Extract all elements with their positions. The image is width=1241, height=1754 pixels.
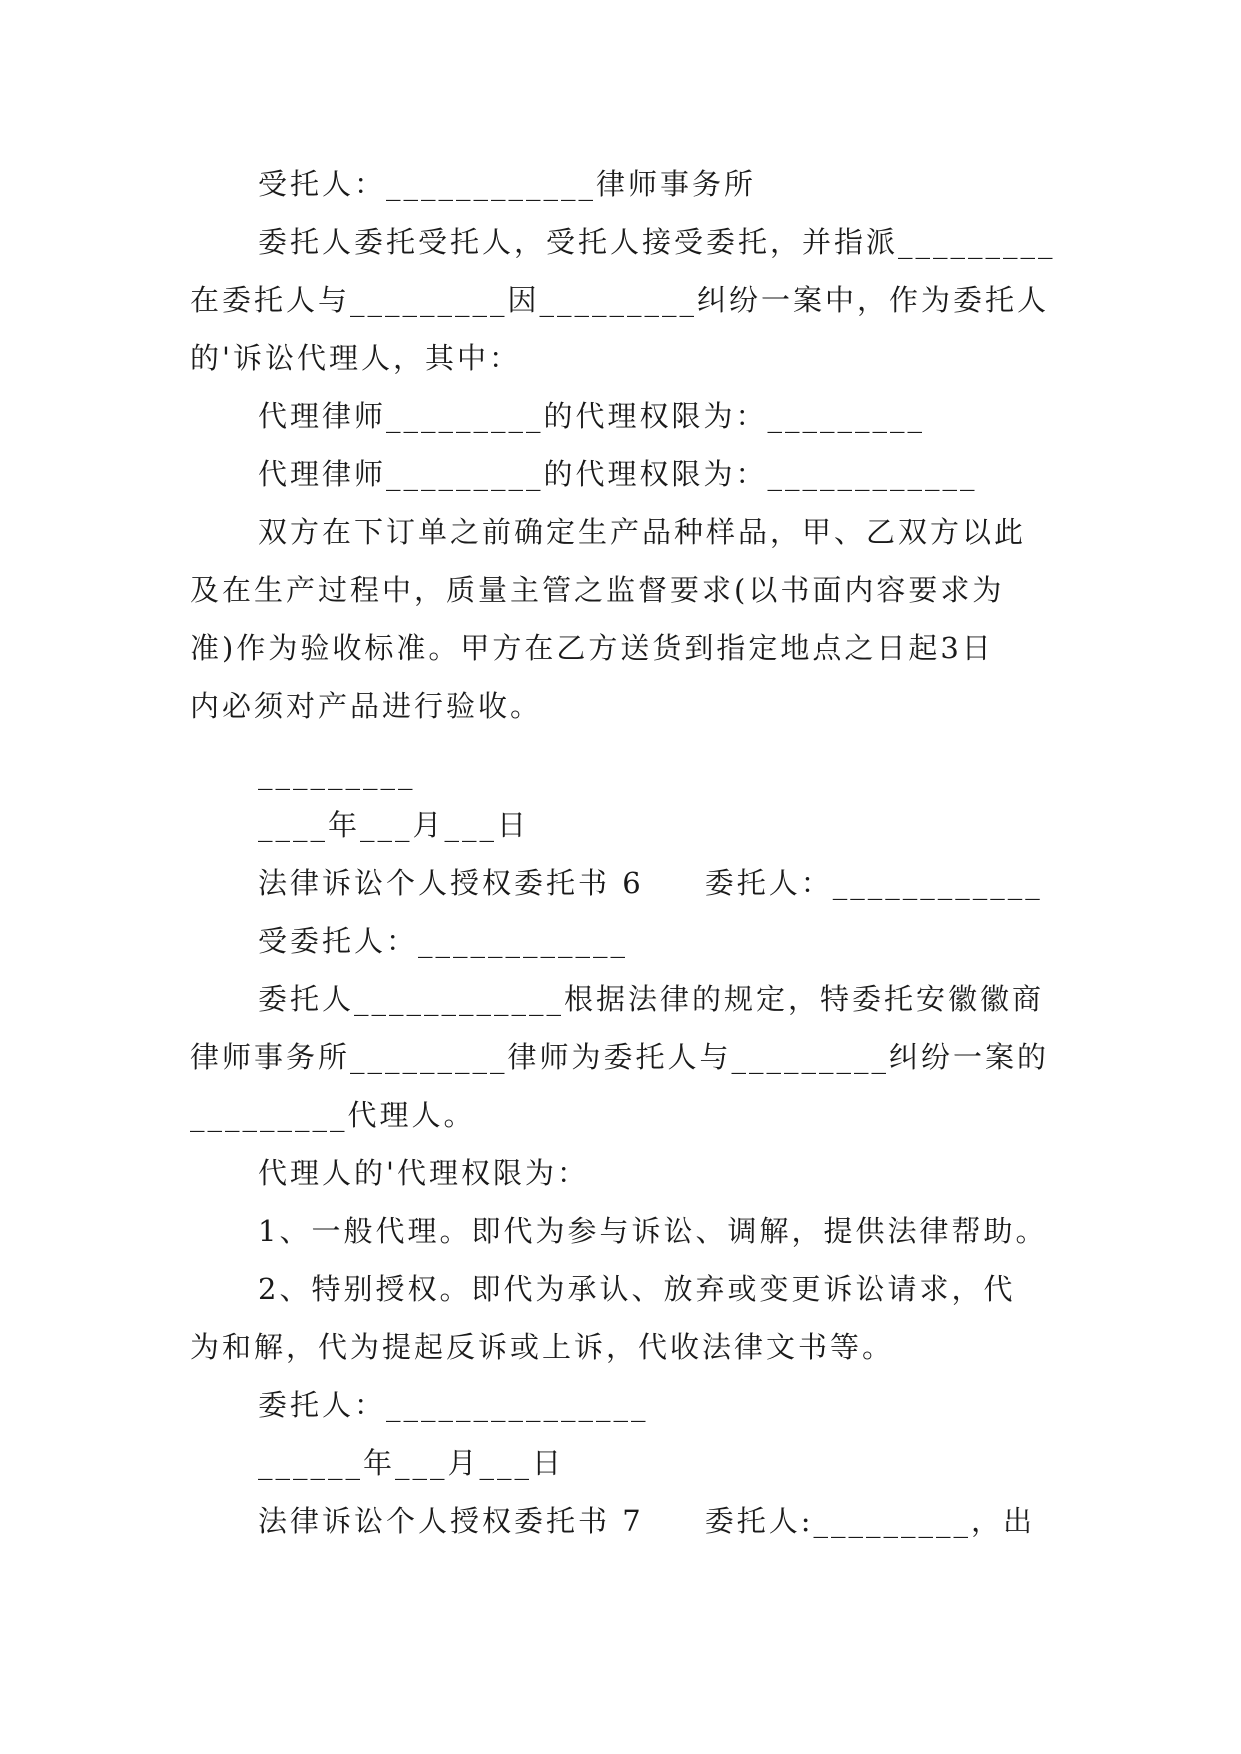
paragraph-line: 为和解，代为提起反诉或上诉，代收法律文书等。 bbox=[190, 1330, 895, 1364]
list-item: 1、一般代理。即代为参与诉讼、调解，提供法律帮助。 bbox=[258, 1214, 1048, 1248]
date-line: ______年___月___日 bbox=[258, 1446, 565, 1480]
paragraph-line: 委托人____________根据法律的规定，特委托安徽徽商 bbox=[258, 982, 1045, 1016]
paragraph-line: 准)作为验收标准。甲方在乙方送货到指定地点之日起3日 bbox=[190, 631, 994, 665]
paragraph-line: 受委托人：____________ bbox=[258, 924, 629, 958]
paragraph-line: 内必须对产品进行验收。 bbox=[190, 689, 543, 723]
trustee-line: 受托人：____________律师事务所 bbox=[258, 167, 757, 201]
paragraph-line: 律师事务所_________律师为委托人与_________纠纷一案的 bbox=[190, 1040, 1050, 1074]
date-line: ____年___月___日 bbox=[258, 808, 530, 842]
paragraph-line: 委托人委托受托人，受托人接受委托，并指派_________ bbox=[258, 225, 1056, 259]
paragraph-line: 双方在下订单之前确定生产品种样品，甲、乙双方以此 bbox=[258, 515, 1027, 549]
signature-blank: _________ bbox=[258, 756, 416, 790]
paragraph-line: 代理律师_________的代理权限为：____________ bbox=[258, 457, 978, 491]
paragraph-line: 在委托人与_________因_________纠纷一案中，作为委托人 bbox=[190, 283, 1050, 317]
paragraph-line: 及在生产过程中，质量主管之监督要求(以书面内容要求为 bbox=[190, 573, 1005, 607]
signature-line: 委托人：_______________ bbox=[258, 1388, 649, 1422]
list-item: 2、特别授权。即代为承认、放弃或变更诉讼请求，代 bbox=[258, 1272, 1016, 1306]
paragraph-line: 代理人的'代理权限为： bbox=[258, 1156, 589, 1190]
paragraph-line: 的'诉讼代理人，其中： bbox=[190, 341, 521, 375]
paragraph-line: 代理律师_________的代理权限为：_________ bbox=[258, 399, 926, 433]
section-heading: 法律诉讼个人授权委托书 6 委托人：____________ bbox=[258, 866, 1043, 900]
section-heading: 法律诉讼个人授权委托书 7 委托人:_________，出 bbox=[258, 1504, 1036, 1538]
paragraph-line: _________代理人。 bbox=[190, 1098, 476, 1132]
